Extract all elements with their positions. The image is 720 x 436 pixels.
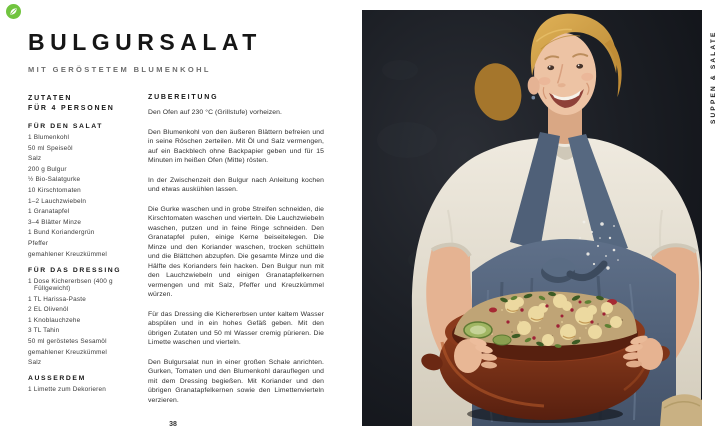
ingredient-item: Salz <box>28 359 42 367</box>
ingredients-heading <box>28 94 144 113</box>
preparation-heading: ZUBEREITUNG <box>148 94 219 101</box>
ingredient-item: 1 Blumenkohl <box>28 134 70 141</box>
preparation-paragraph: Den Ofen auf 230 °C (Grillstufe) vorheizen. <box>148 109 282 116</box>
preparation-paragraph: Die Gurke waschen und in grobe Streifen schneiden, die Kirschtomaten waschen und vierteln. Die Lauchzwiebeln waschen, putzen und in feine Ringe schneiden. Den Granatapfel pulen, einige Kerne beiseitelegen. Die Minze und den Koriander waschen, trocken schütteln und die Blättchen abzupfen. Die gesamte Minze und die Hälfte des Korianders fein hacken. Den Bulgur nun mit den Lauchzwiebeln und einigen Granatapfelkernen vermengen und mit Salz, Pfeffer und Kreuzkümmel würzen. <box>148 205 324 298</box>
ingredient-item: 1 Granatapfel <box>28 208 70 216</box>
ingredient-item: Pfeffer <box>28 239 49 247</box>
preparation-steps <box>148 108 324 405</box>
preparation-paragraph: Den Blumenkohl von den äußeren Blättern befreien und in seine Röschen zerteilen. Mit Öl und Salz vermengen, auf ein Backblech ohne Backpapier geben und für 15 Minuten im heißen Ofen (Mitte) rösten. <box>148 128 324 164</box>
ingredient-item: 10 Kirschtomaten <box>28 186 81 194</box>
ingredient-section-title: FÜR DEN SALAT <box>28 123 104 130</box>
ingredient-item: 50 ml geröstetes Sesamöl <box>28 337 107 345</box>
preparation-paragraph: Für das Dressing die Kichererbsen unter kaltem Wasser abspülen und in ein hohes Gefäß geben. Mit den übrigen Zutaten und 50 ml Wasser cremig pürieren. Die Limette waschen und vierteln. <box>148 310 324 346</box>
ingredient-item: 1–2 Lauchzwiebeln <box>28 197 87 205</box>
page-title: BULGURSALAT <box>28 29 262 55</box>
ingredient-item: 1 Limette zum Dekorieren <box>28 386 106 394</box>
ingredient-item: 1 Dose Kichererbsen (400 g Füllgewicht) <box>28 277 113 292</box>
preparation-column <box>148 94 324 415</box>
ingredient-item: ½ Bio-Salatgurke <box>28 176 81 184</box>
ingredient-item: Salz <box>28 155 42 163</box>
ingredient-item: gemahlener Kreuzkümmel <box>28 250 107 258</box>
ingredient-item: 1 Bund Koriandergrün <box>28 229 95 237</box>
preparation-paragraph: Den Bulgursalat nun in einer großen Schale anrichten. Gurken, Tomaten und den Blumenkohl darauflegen und mit dem Dressing begießen. Mit Koriander und den übrigen Granatapfelkernen sowie den Limettenvierteln verzieren. <box>148 358 324 404</box>
recipe-subtitle: MIT GERÖSTETEM BLUMENKOHL <box>28 65 211 74</box>
ingredients-column <box>28 94 144 397</box>
ingredient-item: 3–4 Blätter Minze <box>28 218 82 226</box>
ingredient-item: 3 TL Tahin <box>28 327 60 335</box>
ingredients-sections <box>28 123 144 394</box>
ingredients-heading-line1: ZUTATEN <box>28 95 73 102</box>
ingredient-item: 2 EL Olivenöl <box>28 306 69 314</box>
ingredients-heading-line2: FÜR 4 PERSONEN <box>28 104 115 112</box>
photo-woman-holding-bulgur-salad-bowl <box>362 10 702 426</box>
ingredient-section-title: AUSSERDEM <box>28 375 86 383</box>
ingredient-item: 1 Knoblauchzehe <box>28 316 81 324</box>
preparation-paragraph: In der Zwischenzeit den Bulgur nach Anleitung kochen und etwas auskühlen lassen. <box>148 176 324 193</box>
ingredient-item: 1 TL Harissa-Paste <box>28 295 86 303</box>
ingredient-item: 200 g Bulgur <box>28 165 67 173</box>
ingredient-item: 50 ml Speiseöl <box>28 144 73 152</box>
ingredient-item: gemahlener Kreuzkümmel <box>28 348 107 356</box>
page-number: 38 <box>169 421 177 428</box>
leaf-icon <box>6 4 21 19</box>
section-label-vertical: SUPPEN & SALATE <box>710 30 717 124</box>
ingredient-section-title: FÜR DAS DRESSING <box>28 266 122 274</box>
